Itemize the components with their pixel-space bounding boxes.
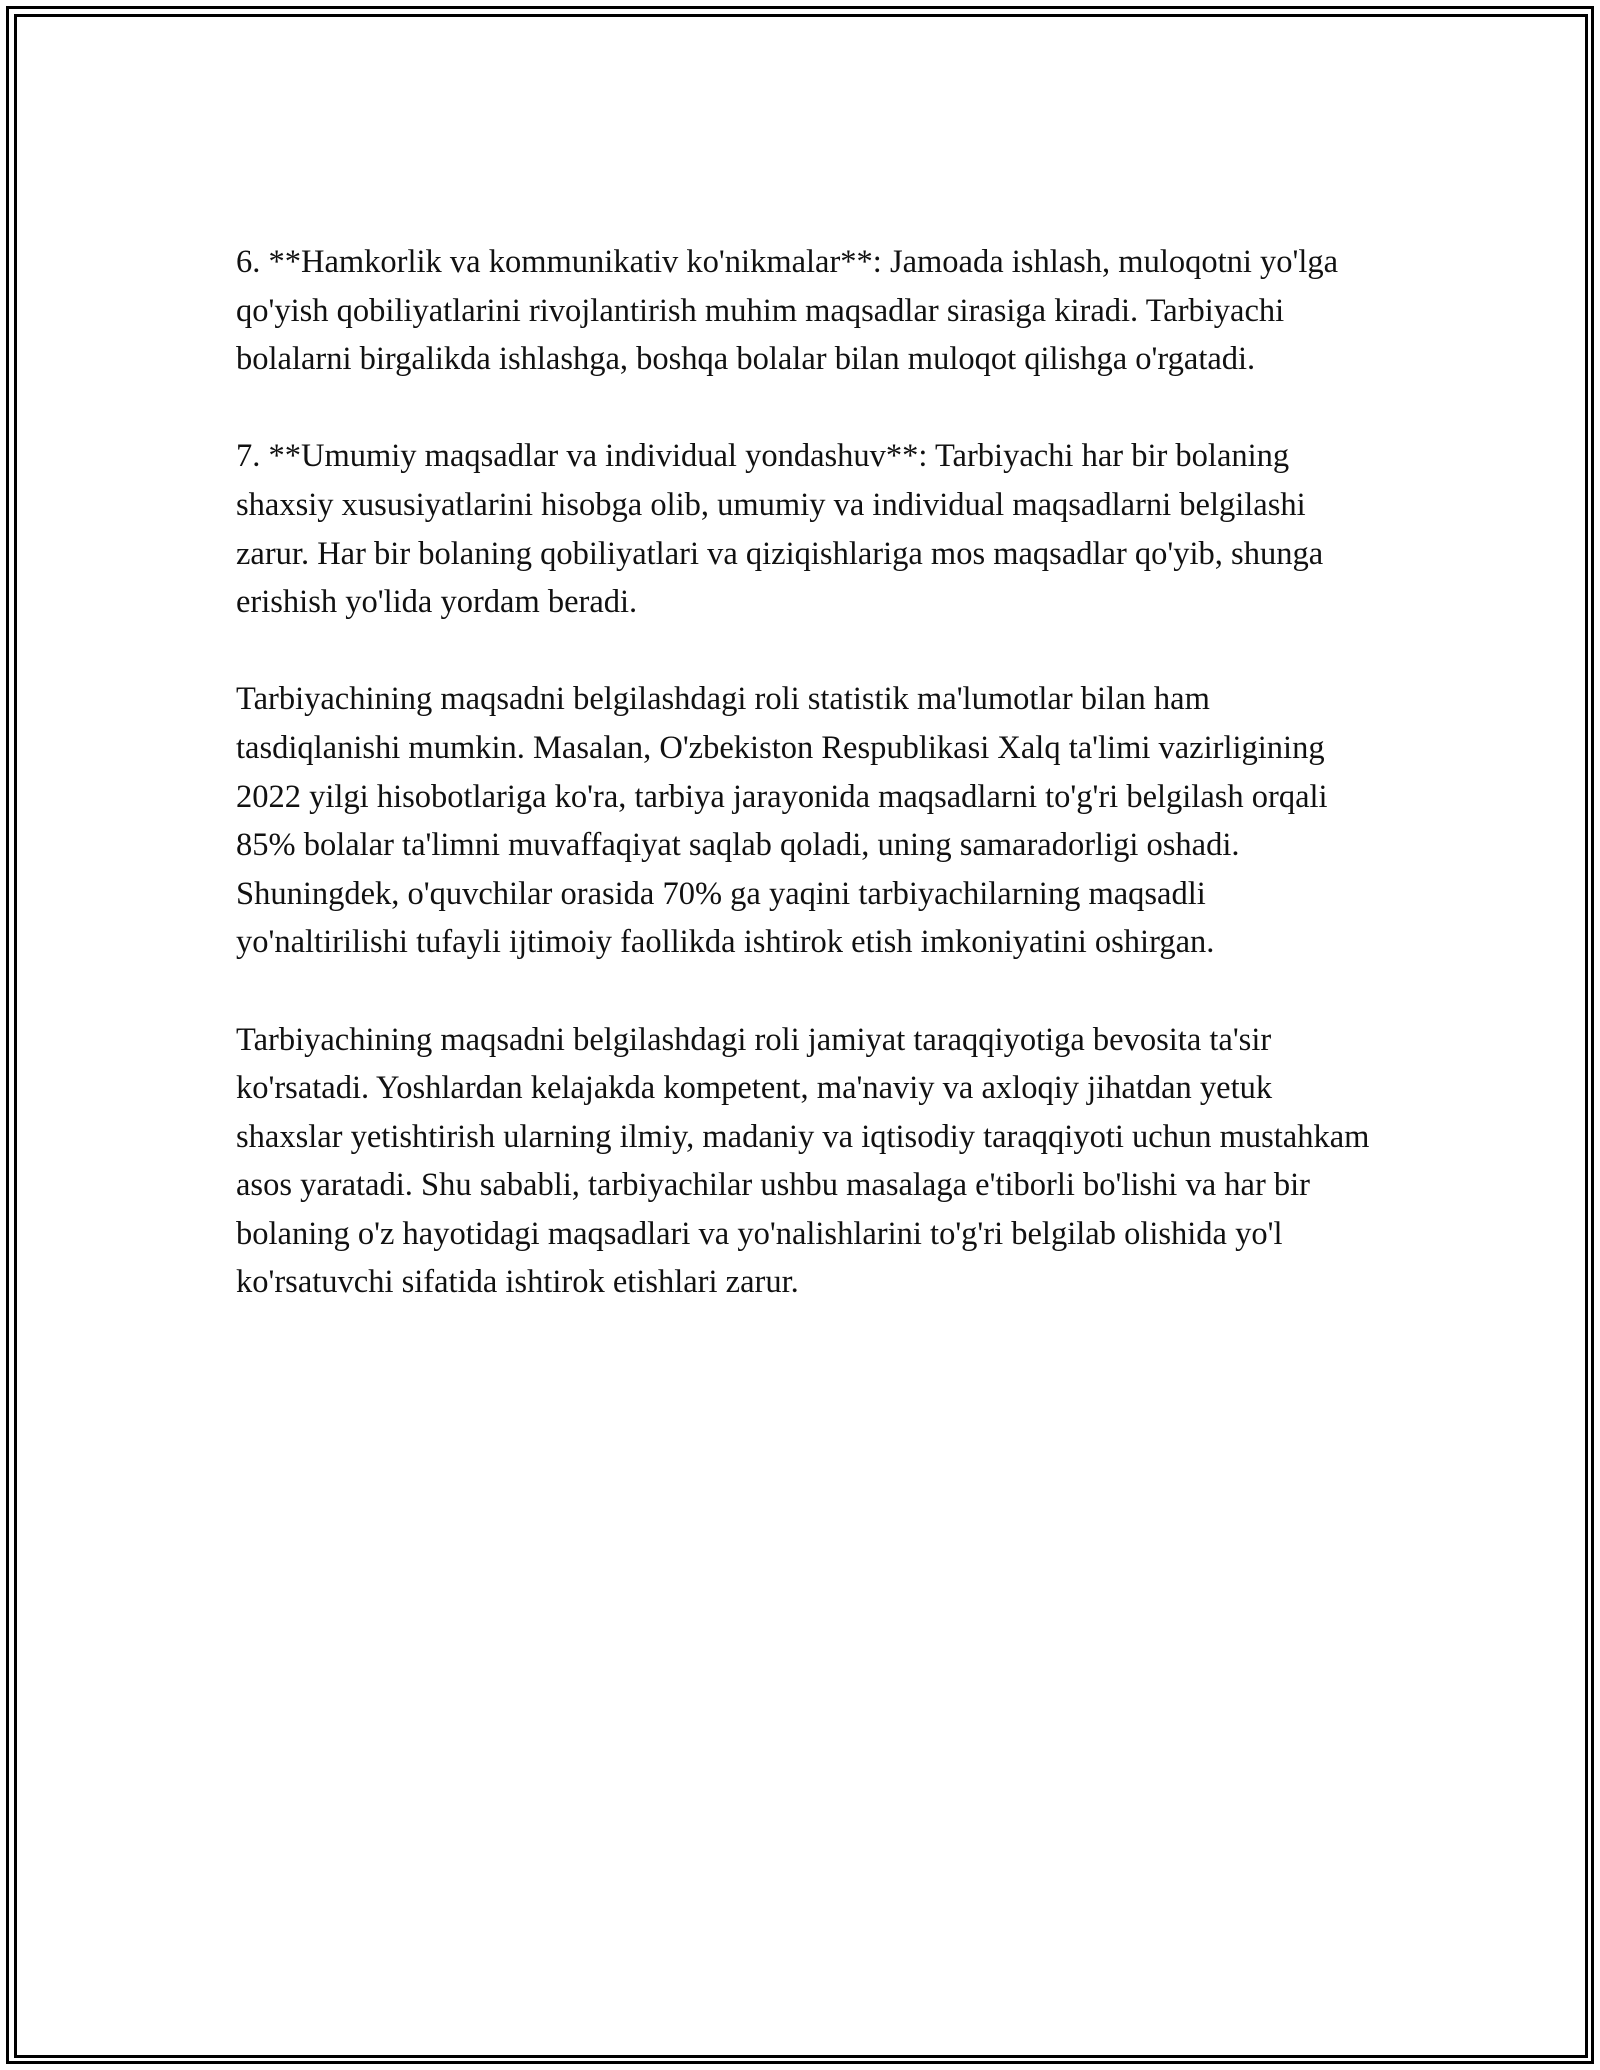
paragraph-item-6: 6. **Hamkorlik va kommunikativ ko'nikmalar**: Jamoada ishlash, muloqotni yo'lga qo'yish qobiliyatlarini rivojlantirish muhim maqsadlar sirasiga kiradi. Tarbiyachi bolalarni birgalikda ishlashga, boshqa bolalar bilan muloqot qilishga o'rgatadi.	[236, 244, 1339, 378]
paragraph-statistics: Tarbiyachining maqsadni belgilashdagi roli statistik ma'lumotlar bilan ham tasdiqlanishi mumkin. Masalan, O'zbekiston Respublikasi Xalq ta'limi vazirligining 2022 yilgi hisobotlariga ko'ra, tarbiya jarayonida maqsadlarni to'g'ri belgilash orqali 85% bolalar ta'limni muvaffaqiyat saqlab qoladi, uning samaradorligi oshadi. Shuningdek, o'quvchilar orasida 70% ga yaqini tarbiyachilarning maqsadli yo'naltirilishi tufayli ijtimoiy faollikda ishtirok etish imkoniyatini oshirgan.	[236, 681, 1328, 961]
paragraph-conclusion: Tarbiyachining maqsadni belgilashdagi roli jamiyat taraqqiyotiga bevosita ta'sir ko'rsatadi. Yoshlardan kelajakda kompetent, ma'naviy va axloqiy jihatdan yetuk shaxslar yetishtirish ularning ilmiy, madaniy va iqtisodiy taraqqiyoti uchun mustahkam asos yaratadi. Shu sababli, tarbiyachilar ushbu masalaga e'tiborli bo'lishi va har bir bolaning o'z hayotidagi maqsadlari va yo'nalishlarini to'g'ri belgilab olishida yo'l ko'rsatuvchi sifatida ishtirok etishlari zarur.	[236, 1021, 1370, 1301]
document-body	[236, 238, 1376, 1356]
paragraph-item-7: 7. **Umumiy maqsadlar va individual yondashuv**: Tarbiyachi har bir bolaning shaxsiy xususiyatlarini hisobga olib, umumiy va individual maqsadlarni belgilashi zarur. Har bir bolaning qobiliyatlari va qiziqishlariga mos maqsadlar qo'yib, shunga erishish yo'lida yordam beradi.	[236, 438, 1324, 621]
